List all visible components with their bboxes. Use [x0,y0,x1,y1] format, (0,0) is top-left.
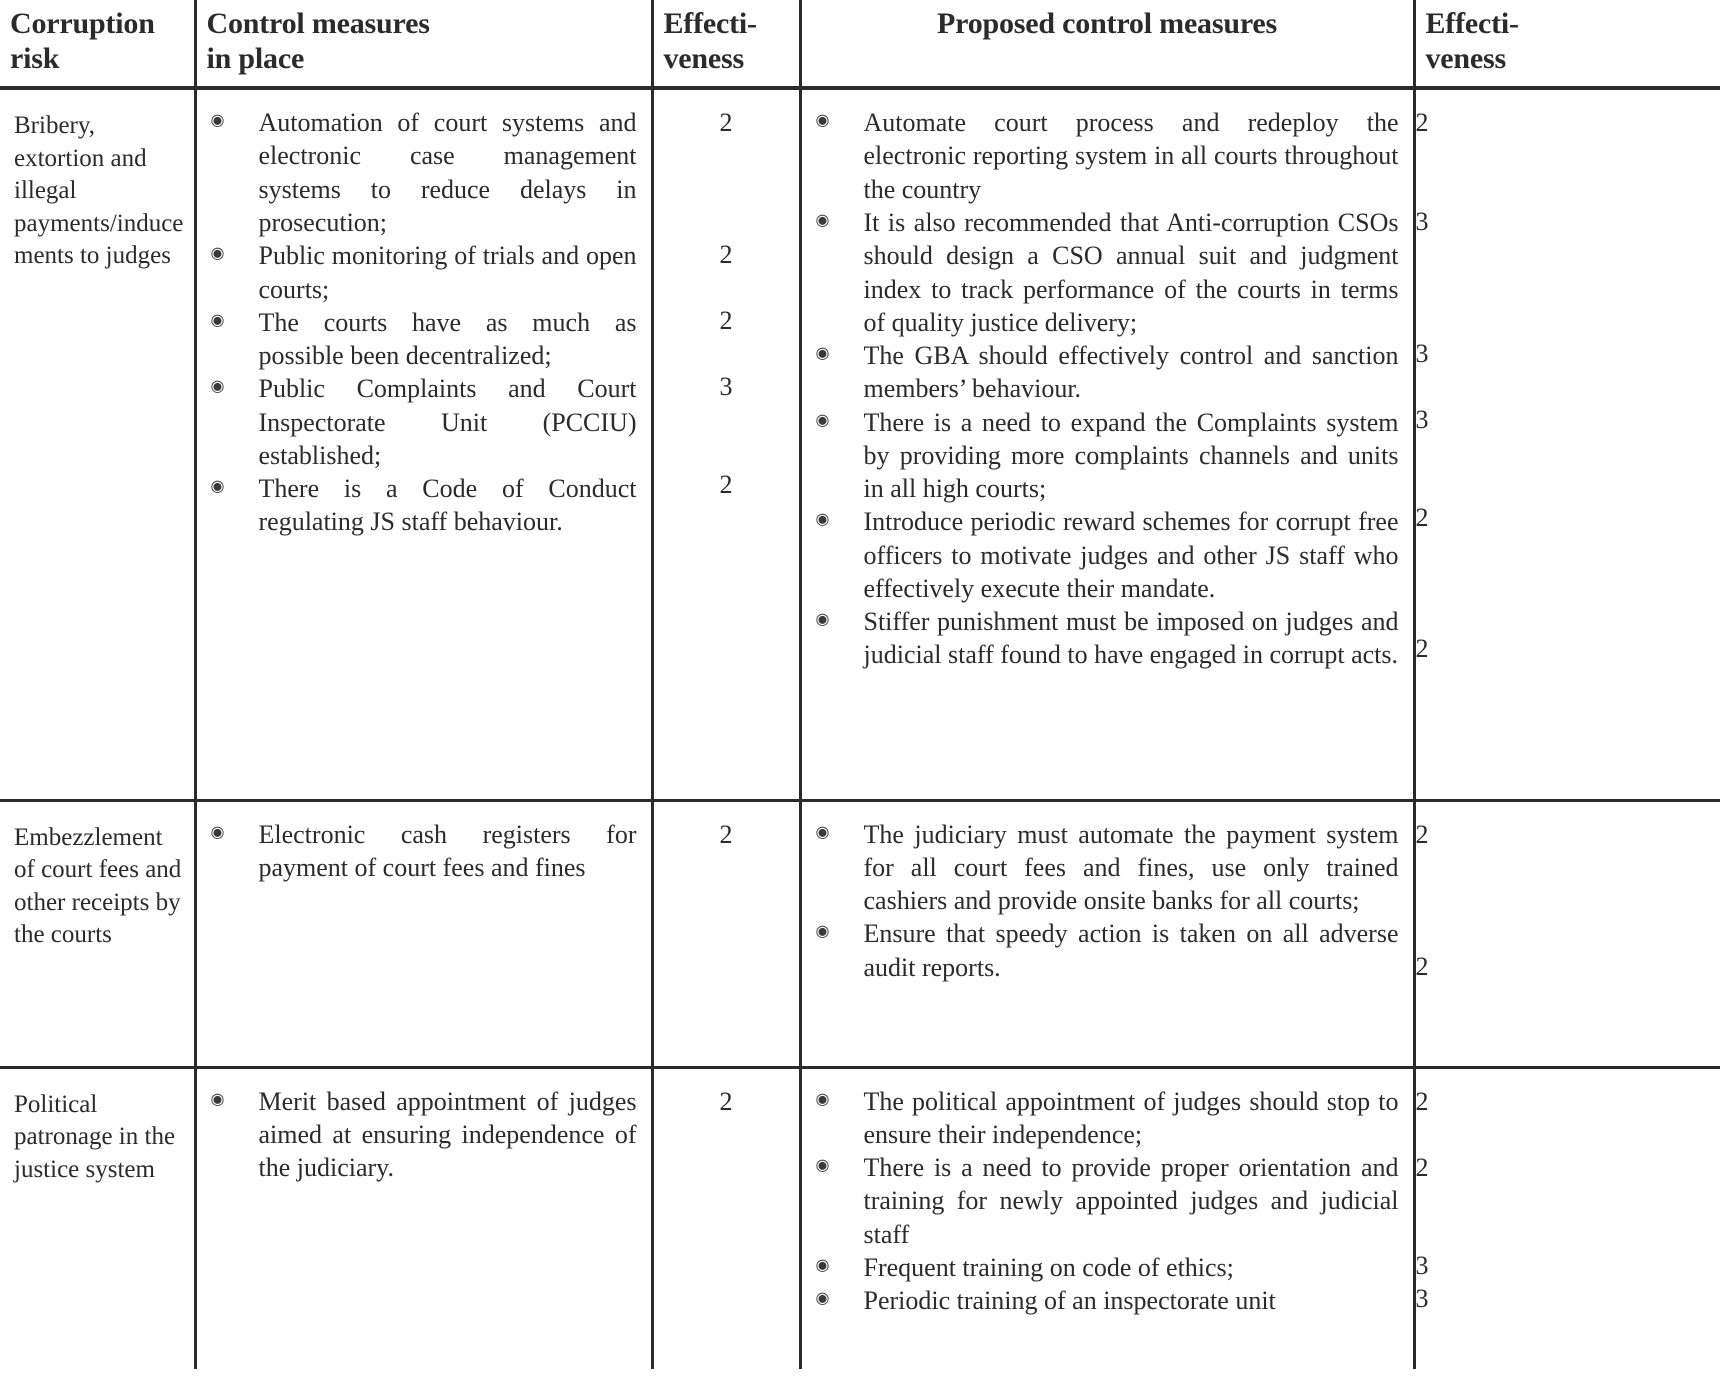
risk-label: Bribery, extortion and illegal payments/inducements to judges [14,112,184,270]
effectiveness-value: 2 [1415,951,1429,981]
header-line: risk [10,42,60,76]
table-row [0,88,1720,800]
list-item [207,472,637,539]
list-item-text: Merit based appointment of judges aimed at ensuring independence of the judiciary. [258,1086,637,1183]
effectiveness-value: 2 [719,1086,733,1116]
cell-corruption-risk [0,1067,195,1369]
bullet-icon: ◉ [815,211,830,229]
header-proposed-control-measures [800,0,1414,88]
bullet-icon: ◉ [815,411,830,429]
risk-label: Embezzlement of court fees and other receipts by the courts [14,823,182,949]
list-item [812,206,1399,339]
table-row [0,800,1720,1067]
proposed-measures-list [802,90,1413,692]
list-item [207,818,637,885]
bullet-icon: ◉ [210,378,225,396]
header-line: veness [663,42,744,76]
control-measures-list [197,90,651,558]
list-item-text: Stiffer punishment must be imposed on judges and judicial staff found to have engaged in corrupt acts. [863,607,1399,670]
list-item-text: There is a need to expand the Complaints system by providing more complaints channels and units in all high courts; [863,407,1399,504]
header-line: Effecti- [663,7,757,40]
list-item-text: The judiciary must automate the payment system for all court fees and fines, use only trained cashiers and provide onsite banks for all courts; [863,819,1399,916]
proposed-measures-list [802,802,1413,1004]
list-item-text: Introduce periodic reward schemes for corrupt free officers to motivate judges and other JS staff who effectively execute their mandate. [863,507,1399,603]
table-header [0,0,1720,88]
header-line: veness [1425,42,1506,76]
effectiveness-value: 2 [1415,1152,1429,1182]
list-item-text: Frequent training on code of ethics; [863,1253,1234,1283]
list-item [207,106,637,239]
header-line: Control measures [206,7,430,40]
list-item-text: Automate court process and redeploy the electronic reporting system in all courts throughout the country [863,108,1399,204]
cell-corruption-risk [0,88,195,800]
bullet-icon: ◉ [815,823,830,841]
table-row [0,1067,1720,1369]
effectiveness-value: 2 [1415,634,1429,664]
cell-control-measures [195,88,652,800]
effectiveness-value: 3 [1415,1283,1429,1313]
cell-proposed-measures [800,1067,1414,1369]
effectiveness-value: 3 [719,372,733,402]
cell-effectiveness-proposed [1414,1067,1720,1369]
effectiveness-value: 2 [719,470,733,500]
header-effectiveness-existing [652,0,800,88]
list-item [812,1151,1399,1251]
bullet-icon: ◉ [210,1090,225,1108]
list-item [207,1085,637,1185]
list-item-text: Automation of court systems and electronic case management systems to reduce delays in prosecution; [258,108,637,237]
bullet-icon: ◉ [815,1157,830,1175]
list-item-text: The political appointment of judges should stop to ensure their independence; [863,1086,1399,1149]
cell-effectiveness-existing [652,1067,800,1369]
control-measures-list [197,1069,651,1205]
list-item-text: Periodic training of an inspectorate unit [863,1286,1276,1316]
cell-effectiveness-proposed [1414,800,1720,1067]
bullet-icon: ◉ [210,478,225,496]
list-item-text: Electronic cash registers for payment of court fees and fines [258,819,637,882]
header-line: Corruption [10,7,155,40]
bullet-icon: ◉ [210,311,225,329]
list-item [812,1085,1399,1152]
list-item [812,505,1399,605]
risk-label: Political patronage in the justice system [14,1090,176,1183]
effectiveness-values [654,1069,799,1285]
list-item-text: There is a Code of Conduct regulating JS staff behaviour. [258,474,637,537]
list-item-text: Public monitoring of trials and open courts; [258,241,637,304]
cell-effectiveness-existing [652,88,800,800]
list-item [812,605,1399,672]
list-item-text: There is a need to provide proper orientation and training for newly appointed judges and judicial staff [863,1153,1399,1249]
effectiveness-value: 3 [1415,405,1429,435]
effectiveness-value: 2 [719,306,733,336]
effectiveness-values [1416,90,1720,746]
list-item-text: The courts have as much as possible been decentralized; [258,307,637,371]
effectiveness-value: 2 [1415,503,1429,533]
bullet-icon: ◉ [815,1090,830,1108]
effectiveness-values [1416,1069,1720,1325]
list-item [207,306,637,373]
list-item [812,339,1399,406]
effectiveness-values [654,802,799,1018]
effectiveness-value: 2 [719,240,733,270]
list-item [812,818,1399,918]
cell-effectiveness-proposed [1414,88,1720,800]
effectiveness-value: 3 [1415,1250,1429,1280]
bullet-icon: ◉ [210,112,225,130]
bullet-icon: ◉ [210,823,225,841]
table-body [0,88,1720,1369]
cell-control-measures [195,1067,652,1369]
list-item [812,1284,1399,1317]
bullet-icon: ◉ [210,245,225,263]
cell-effectiveness-existing [652,800,800,1067]
effectiveness-value: 2 [1415,819,1429,849]
effectiveness-value: 3 [1415,339,1429,369]
header-line: in place [206,42,305,76]
list-item [207,239,637,306]
bullet-icon: ◉ [815,511,830,529]
header-effectiveness-proposed [1414,0,1720,88]
effectiveness-value: 2 [719,819,733,849]
effectiveness-values [654,90,799,706]
cell-corruption-risk [0,800,195,1067]
effectiveness-value: 2 [719,108,733,138]
bullet-icon: ◉ [815,611,830,629]
list-item [812,917,1399,984]
bullet-icon: ◉ [815,923,830,941]
control-measures-list [197,802,651,905]
effectiveness-value: 3 [1415,207,1429,237]
header-line: Effecti- [1425,7,1519,40]
cell-proposed-measures [800,800,1414,1067]
effectiveness-value: 2 [1415,108,1429,138]
header-row [0,0,1720,88]
bullet-icon: ◉ [815,1290,830,1308]
bullet-icon: ◉ [815,112,830,130]
list-item [812,1251,1399,1284]
effectiveness-value: 2 [1415,1086,1429,1116]
proposed-measures-list [802,1069,1413,1338]
cell-control-measures [195,800,652,1067]
header-control-measures-in-place [195,0,652,88]
list-item [812,406,1399,506]
effectiveness-values [1416,802,1720,1018]
bullet-icon: ◉ [815,1257,830,1275]
list-item-text: The GBA should effectively control and sanction members’ behaviour. [863,341,1399,404]
header-line: Proposed control measures [937,7,1277,40]
list-item-text: It is also recommended that Anti-corruption CSOs should design a CSO annual suit and judgment index to track performance of the courts in terms of quality justice delivery; [863,207,1399,337]
list-item [207,372,637,472]
list-item-text: Ensure that speedy action is taken on all adverse audit reports. [863,919,1399,982]
list-item [812,106,1399,206]
bullet-icon: ◉ [815,345,830,363]
list-item-text: Public Complaints and Court Inspectorate Unit (PCCIU) established; [258,374,637,470]
header-corruption-risk [0,0,195,88]
cell-proposed-measures [800,88,1414,800]
